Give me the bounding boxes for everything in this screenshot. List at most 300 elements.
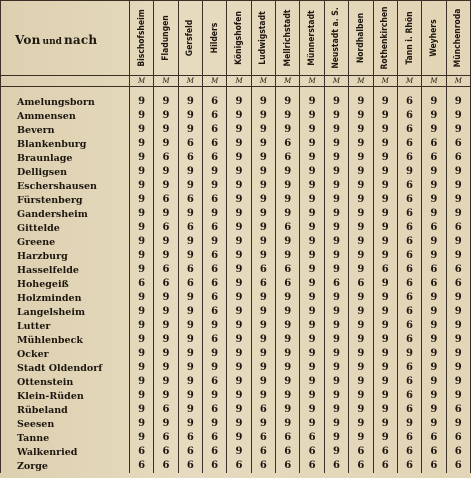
rate-cell: 6: [178, 459, 202, 473]
rate-cell: 9: [227, 137, 251, 151]
rate-cell: 9: [129, 137, 153, 151]
spacer-cell: [154, 87, 178, 96]
rate-cell: 9: [349, 347, 373, 361]
unit-row-blank: [1, 76, 130, 87]
town-name: Eschershausen: [1, 179, 130, 193]
rate-cell: 9: [422, 207, 446, 221]
rate-cell: 9: [129, 305, 153, 319]
rate-cell: 6: [202, 291, 226, 305]
rate-cell: 6: [397, 221, 421, 235]
rate-cell: 9: [446, 95, 470, 109]
rate-cell: 9: [446, 109, 470, 123]
rate-cell: 9: [154, 361, 178, 375]
header-row: [1, 1, 471, 76]
rate-cell: 9: [251, 193, 275, 207]
rate-cell: 9: [324, 109, 348, 123]
rate-cell: 9: [129, 179, 153, 193]
rate-cell: 9: [227, 431, 251, 445]
rate-cell: 9: [202, 361, 226, 375]
rate-cell: 9: [227, 151, 251, 165]
rate-cell: 9: [324, 431, 348, 445]
rate-cell: 9: [349, 109, 373, 123]
column-header-label: Gersfeld: [185, 19, 196, 57]
table-row: [1, 207, 471, 221]
column-header: [422, 1, 446, 76]
rate-cell: 9: [324, 417, 348, 431]
unit-cell: M: [178, 76, 202, 87]
column-header: [202, 1, 226, 76]
rate-cell: 9: [227, 333, 251, 347]
column-header-label: Tann i. Rhön: [404, 11, 415, 65]
rate-cell: 9: [300, 305, 324, 319]
rate-cell: 9: [422, 333, 446, 347]
rate-cell: 6: [446, 137, 470, 151]
rate-cell: 9: [276, 207, 300, 221]
rate-cell: 9: [129, 123, 153, 137]
rate-cell: 9: [276, 95, 300, 109]
rate-cell: 6: [422, 459, 446, 473]
rate-cell: 9: [300, 375, 324, 389]
unit-cell: M: [129, 76, 153, 87]
rate-cell: 6: [202, 403, 226, 417]
rate-cell: 9: [373, 417, 397, 431]
rate-cell: 9: [129, 235, 153, 249]
rate-cell: 9: [154, 95, 178, 109]
rate-cell: 9: [422, 319, 446, 333]
rate-cell: 6: [154, 459, 178, 473]
town-name: Hohegeiß: [1, 277, 130, 291]
von-label: Von: [15, 32, 41, 47]
table-row: [1, 277, 471, 291]
rate-cell: 6: [422, 445, 446, 459]
rate-cell: 9: [227, 221, 251, 235]
unit-cell: M: [300, 76, 324, 87]
rate-cell: 9: [373, 319, 397, 333]
rate-cell: 6: [154, 193, 178, 207]
rate-cell: 9: [446, 417, 470, 431]
rate-cell: 9: [349, 193, 373, 207]
rate-cell: 9: [202, 347, 226, 361]
rate-cell: 9: [276, 361, 300, 375]
rate-cell: 9: [373, 249, 397, 263]
unit-cell: M: [227, 76, 251, 87]
column-header-label: Mellrichstadt: [282, 9, 293, 67]
column-header: [300, 1, 324, 76]
rate-cell: 9: [178, 347, 202, 361]
rate-cell: 9: [227, 165, 251, 179]
column-header-label: Bischofsheim: [136, 9, 147, 67]
rate-cell: 6: [202, 151, 226, 165]
town-name: Bevern: [1, 123, 130, 137]
rate-cell: 9: [251, 109, 275, 123]
town-name: Stadt Oldendorf: [1, 361, 130, 375]
rate-cell: 9: [349, 263, 373, 277]
rate-cell: 9: [154, 137, 178, 151]
rate-cell: 6: [397, 193, 421, 207]
rate-cell: 9: [178, 403, 202, 417]
rate-cell: 9: [227, 123, 251, 137]
column-header: [154, 1, 178, 76]
rate-cell: 6: [349, 277, 373, 291]
column-header: [129, 1, 153, 76]
rate-cell: 6: [446, 459, 470, 473]
rate-cell: 9: [349, 137, 373, 151]
rate-cell: 9: [349, 179, 373, 193]
rate-cell: 6: [349, 445, 373, 459]
rate-cell: 9: [349, 403, 373, 417]
rate-cell: 9: [251, 179, 275, 193]
rate-cell: 9: [154, 389, 178, 403]
town-name: Harzburg: [1, 249, 130, 263]
rate-cell: 9: [276, 109, 300, 123]
rate-cell: 9: [422, 375, 446, 389]
rate-cell: 9: [227, 347, 251, 361]
rate-cell: 9: [178, 361, 202, 375]
rate-cell: 9: [129, 347, 153, 361]
rate-cell: 9: [349, 95, 373, 109]
rate-cell: 6: [129, 459, 153, 473]
rate-cell: 6: [202, 375, 226, 389]
rate-cell: 9: [446, 305, 470, 319]
rate-cell: 9: [373, 123, 397, 137]
spacer-cell: [373, 87, 397, 96]
column-header: [227, 1, 251, 76]
rate-cell: 6: [178, 277, 202, 291]
rate-cell: 9: [324, 193, 348, 207]
rate-cell: 9: [300, 109, 324, 123]
rate-cell: 6: [397, 123, 421, 137]
rate-cell: 9: [300, 389, 324, 403]
rate-cell: 6: [154, 277, 178, 291]
rate-cell: 9: [276, 375, 300, 389]
rate-cell: 9: [251, 347, 275, 361]
spacer-cell: [1, 87, 130, 96]
rate-cell: 9: [446, 319, 470, 333]
rate-cell: 9: [422, 193, 446, 207]
table-row: [1, 417, 471, 431]
rate-cell: 6: [202, 95, 226, 109]
table-row: [1, 221, 471, 235]
table-row: [1, 431, 471, 445]
rate-cell: 9: [300, 347, 324, 361]
rate-cell: 6: [397, 431, 421, 445]
rate-cell: 9: [129, 319, 153, 333]
table-row: [1, 249, 471, 263]
rate-cell: 9: [422, 291, 446, 305]
rate-cell: 9: [129, 263, 153, 277]
table-row: [1, 375, 471, 389]
rate-cell: 9: [227, 361, 251, 375]
table-row: [1, 193, 471, 207]
unit-cell: M: [324, 76, 348, 87]
rate-cell: 6: [202, 137, 226, 151]
rate-cell: 9: [349, 333, 373, 347]
rate-cell: 6: [202, 445, 226, 459]
rate-cell: 6: [276, 431, 300, 445]
rate-cell: 9: [154, 123, 178, 137]
rate-cell: 9: [373, 277, 397, 291]
column-header-label: Münchenroda: [453, 8, 464, 68]
rate-cell: 6: [397, 207, 421, 221]
unit-cell: M: [276, 76, 300, 87]
rate-cell: 6: [397, 235, 421, 249]
rate-cell: 6: [373, 445, 397, 459]
rate-cell: 9: [446, 207, 470, 221]
rate-cell: 9: [446, 291, 470, 305]
rate-cell: 9: [349, 235, 373, 249]
rate-cell: 9: [446, 361, 470, 375]
rate-cell: 6: [349, 459, 373, 473]
rate-cell: 9: [300, 235, 324, 249]
rate-cell: 6: [154, 403, 178, 417]
rate-cell: 9: [276, 123, 300, 137]
town-name: Fürstenberg: [1, 193, 130, 207]
town-name: Greene: [1, 235, 130, 249]
rate-cell: 9: [373, 235, 397, 249]
rate-cell: 9: [373, 389, 397, 403]
spacer-cell: [202, 87, 226, 96]
rate-cell: 9: [227, 249, 251, 263]
rate-cell: 9: [373, 179, 397, 193]
rate-cell: 9: [154, 235, 178, 249]
rate-cell: 9: [276, 179, 300, 193]
rate-cell: 6: [251, 403, 275, 417]
rate-cell: 9: [276, 319, 300, 333]
rate-cell: 6: [397, 375, 421, 389]
spacer-cell: [422, 87, 446, 96]
rate-cell: 6: [324, 277, 348, 291]
town-name: Mühlenbeck: [1, 333, 130, 347]
rate-cell: 9: [202, 179, 226, 193]
rate-cell: 9: [251, 305, 275, 319]
rate-cell: 6: [397, 389, 421, 403]
rate-cell: 9: [178, 417, 202, 431]
rate-cell: 9: [202, 235, 226, 249]
rate-cell: 6: [154, 151, 178, 165]
rate-cell: 9: [300, 277, 324, 291]
rate-cell: 6: [422, 277, 446, 291]
town-name: Gandersheim: [1, 207, 130, 221]
rate-cell: 9: [349, 151, 373, 165]
rate-cell: 9: [373, 375, 397, 389]
rate-cell: 9: [251, 235, 275, 249]
rate-cell: 6: [373, 459, 397, 473]
rate-cell: 9: [373, 431, 397, 445]
rate-cell: 9: [129, 417, 153, 431]
rate-cell: 9: [300, 403, 324, 417]
column-header: [276, 1, 300, 76]
rate-cell: 9: [446, 165, 470, 179]
rate-cell: 6: [397, 305, 421, 319]
rate-cell: 6: [397, 179, 421, 193]
rate-cell: 9: [178, 179, 202, 193]
spacer-cell: [324, 87, 348, 96]
nach-label: nach: [63, 32, 98, 47]
column-header-label: Weyhers: [428, 19, 439, 57]
column-header-label: Neustadt a. S.: [331, 7, 342, 69]
rate-cell: 6: [446, 263, 470, 277]
rate-cell: 9: [129, 165, 153, 179]
rate-cell: 9: [349, 165, 373, 179]
rate-cell: 9: [349, 431, 373, 445]
rate-cell: 6: [397, 403, 421, 417]
rate-cell: 9: [251, 221, 275, 235]
rate-cell: 9: [422, 305, 446, 319]
rate-cell: 9: [349, 291, 373, 305]
column-header: [178, 1, 202, 76]
rate-cell: 6: [397, 249, 421, 263]
rate-cell: 9: [251, 249, 275, 263]
rate-cell: 9: [178, 291, 202, 305]
rate-cell: 6: [397, 277, 421, 291]
rate-cell: 9: [178, 319, 202, 333]
rate-cell: 9: [300, 165, 324, 179]
rate-cell: 9: [422, 249, 446, 263]
rate-cell: 9: [324, 445, 348, 459]
unit-cell: M: [397, 76, 421, 87]
column-header-label: Hilders: [209, 22, 220, 54]
town-name: Braunlage: [1, 151, 130, 165]
rate-cell: 9: [300, 95, 324, 109]
rate-cell: 9: [324, 319, 348, 333]
rate-cell: 9: [227, 109, 251, 123]
rate-cell: 9: [178, 123, 202, 137]
rate-cell: 9: [202, 165, 226, 179]
rate-cell: 6: [397, 137, 421, 151]
rate-cell: 9: [300, 137, 324, 151]
rate-cell: 9: [129, 431, 153, 445]
rate-cell: 9: [324, 249, 348, 263]
rate-cell: 9: [154, 207, 178, 221]
rate-cell: 6: [178, 445, 202, 459]
rate-cell: 9: [227, 375, 251, 389]
rate-cell: 9: [422, 361, 446, 375]
rate-cell: 6: [178, 193, 202, 207]
rate-cell: 9: [178, 375, 202, 389]
unit-cell: M: [154, 76, 178, 87]
rate-cell: 6: [397, 151, 421, 165]
rate-cell: 9: [178, 95, 202, 109]
town-name: Langelsheim: [1, 305, 130, 319]
rate-cell: 9: [300, 361, 324, 375]
rate-cell: 9: [227, 179, 251, 193]
town-name: Delligsen: [1, 165, 130, 179]
rate-cell: 9: [251, 319, 275, 333]
rate-cell: 6: [276, 459, 300, 473]
rate-cell: 6: [397, 319, 421, 333]
rate-cell: 6: [397, 109, 421, 123]
rate-cell: 6: [422, 221, 446, 235]
rate-cell: 9: [276, 291, 300, 305]
rate-cell: 9: [349, 319, 373, 333]
rate-cell: 9: [178, 305, 202, 319]
table-row: [1, 291, 471, 305]
rate-cell: 9: [349, 389, 373, 403]
rate-cell: 9: [178, 333, 202, 347]
town-name: Seesen: [1, 417, 130, 431]
town-name: Ocker: [1, 347, 130, 361]
town-name: Ammensen: [1, 109, 130, 123]
rate-cell: 9: [129, 151, 153, 165]
rate-cell: 9: [349, 221, 373, 235]
rate-cell: 9: [349, 375, 373, 389]
rate-cell: 6: [397, 459, 421, 473]
rate-cell: 6: [276, 277, 300, 291]
rate-cell: 9: [251, 361, 275, 375]
rate-cell: 9: [349, 417, 373, 431]
rate-cell: 9: [373, 109, 397, 123]
rate-cell: 9: [154, 179, 178, 193]
rate-cell: 9: [276, 417, 300, 431]
rate-cell: 9: [276, 389, 300, 403]
rate-cell: 6: [129, 445, 153, 459]
rate-cell: 9: [129, 109, 153, 123]
rate-cell: 9: [129, 333, 153, 347]
rate-cell: 9: [446, 123, 470, 137]
rate-cell: 9: [422, 165, 446, 179]
rate-cell: 9: [373, 403, 397, 417]
rate-cell: 6: [178, 221, 202, 235]
rate-cell: 6: [324, 459, 348, 473]
corner-heading: [1, 1, 130, 76]
rate-cell: 6: [422, 151, 446, 165]
rate-cell: 9: [251, 417, 275, 431]
rate-cell: 9: [154, 165, 178, 179]
rate-cell: 9: [276, 333, 300, 347]
rate-cell: 6: [227, 459, 251, 473]
spacer-cell: [276, 87, 300, 96]
table-row: [1, 445, 471, 459]
rate-cell: 9: [251, 389, 275, 403]
rate-cell: 9: [446, 333, 470, 347]
rate-cell: 9: [154, 319, 178, 333]
rate-cell: 9: [422, 109, 446, 123]
rate-cell: 6: [446, 277, 470, 291]
rate-cell: 6: [178, 151, 202, 165]
rate-cell: 9: [276, 165, 300, 179]
rate-cell: 6: [397, 333, 421, 347]
rate-cell: 9: [446, 193, 470, 207]
town-name: Rübeland: [1, 403, 130, 417]
rate-cell: 6: [154, 221, 178, 235]
table-row: [1, 95, 471, 109]
rate-cell: 9: [251, 207, 275, 221]
column-header: [446, 1, 470, 76]
rate-cell: 9: [324, 137, 348, 151]
rate-cell: 9: [251, 291, 275, 305]
rate-cell: 9: [324, 179, 348, 193]
spacer-row: [1, 87, 471, 96]
rate-cell: 9: [202, 319, 226, 333]
rate-cell: 6: [276, 263, 300, 277]
rate-cell: 9: [251, 123, 275, 137]
unit-row: [1, 76, 471, 87]
rate-cell: 6: [202, 221, 226, 235]
rate-cell: 9: [324, 361, 348, 375]
table-row: [1, 347, 471, 361]
rate-cell: 6: [251, 277, 275, 291]
rate-cell: 9: [349, 305, 373, 319]
column-header-label: Fladungen: [160, 15, 171, 61]
rate-cell: 6: [422, 263, 446, 277]
rate-cell: 9: [154, 347, 178, 361]
rate-cell: 9: [324, 123, 348, 137]
rate-cell: 9: [227, 95, 251, 109]
rate-cell: 9: [324, 263, 348, 277]
spacer-cell: [178, 87, 202, 96]
table-row: [1, 109, 471, 123]
rate-cell: 9: [202, 417, 226, 431]
